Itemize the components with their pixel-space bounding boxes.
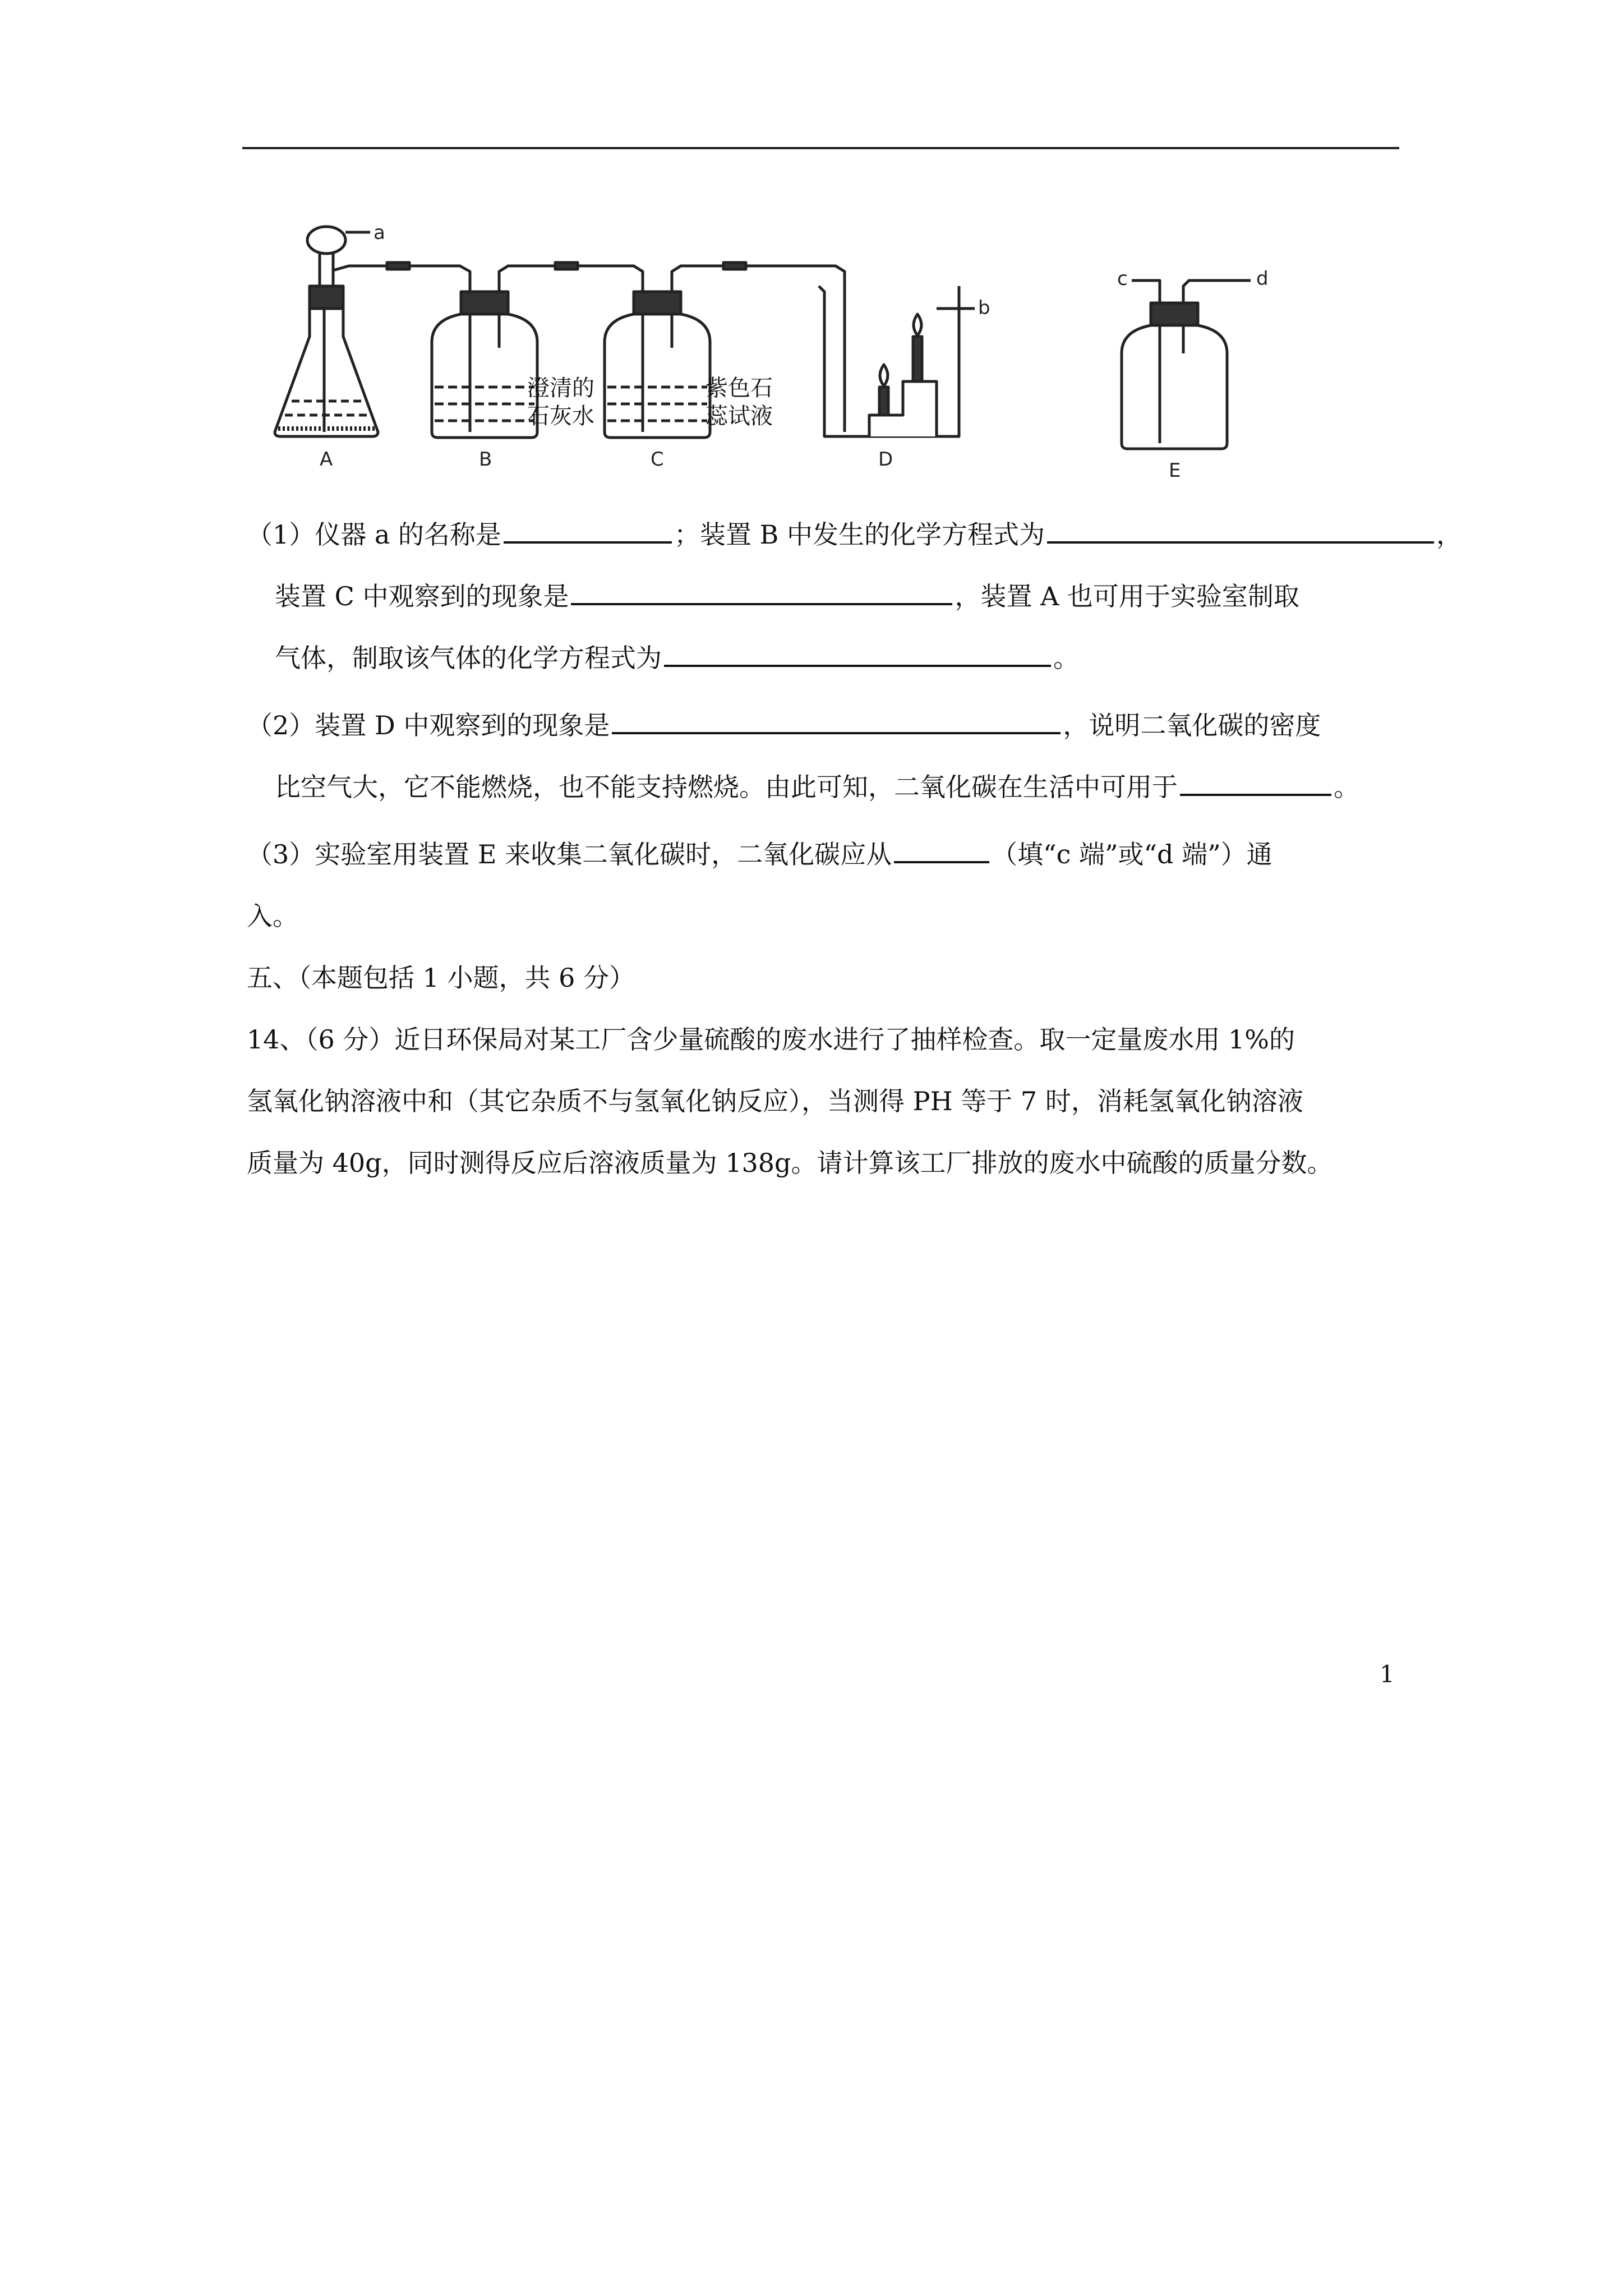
q2-line1-text2: ，说明二氧化碳的密度: [1063, 710, 1321, 740]
label-B: B: [479, 448, 492, 471]
q3-line1-text2: （填“c 端”或“d 端”）通: [992, 839, 1272, 869]
q3-line1-text1: （3）实验室用装置 E 来收集二氧化碳时，二氧化碳应从: [247, 839, 892, 869]
q1-line-3: [275, 638, 1079, 678]
q1-line-2: [275, 577, 1299, 616]
q1-line3-text2: 。: [1053, 643, 1079, 673]
q1-line1-text1: （1）仪器 a 的名称是: [247, 519, 501, 550]
q3-line-2: 入。: [247, 901, 298, 931]
q1-blank-equation-gas[interactable]: [664, 642, 1051, 667]
section-5-title: 五、（本题包括 1 小题，共 6 分）: [247, 963, 635, 993]
q1-line1-text3: ，: [1436, 519, 1462, 550]
header-rule: [242, 147, 1399, 149]
q2-line2-text1: 比空气大，它不能燃烧，也不能支持燃烧。由此可知，二氧化碳在生活中可用于: [275, 772, 1178, 802]
q2-line1-text1: （2）装置 D 中观察到的现象是: [247, 710, 610, 740]
q14-line-2: 氢氧化钠溶液中和（其它杂质不与氢氧化钠反应），当测得 PH 等于 7 时，消耗氢氧化钠溶液: [247, 1086, 1303, 1116]
q2-line-1: [247, 706, 1321, 745]
q1-line2-text1: 装置 C 中观察到的现象是: [275, 581, 569, 611]
bottle-b-text-1: 澄清的: [527, 375, 594, 401]
apparatus-diagram: [264, 208, 1329, 482]
apparatus-figure: [264, 208, 1329, 482]
q2-blank-usage[interactable]: [1180, 771, 1331, 796]
apparatus-a-flask: [275, 227, 378, 436]
q1-blank-equation-b[interactable]: [1047, 519, 1434, 544]
q1-line2-text2: ，装置 A 也可用于实验室制取: [955, 581, 1299, 611]
bottle-c-text-1: 紫色石: [706, 375, 773, 401]
q1-blank-instrument-name[interactable]: [504, 519, 672, 544]
q14-line-1: 14、（6 分）近日环保局对某工厂含少量硫酸的废水进行了抽样检查。取一定量废水用 1%的: [247, 1024, 1295, 1055]
bottle-c-text-2: 蕊试液: [706, 403, 773, 429]
apparatus-e-bottle: [1122, 280, 1251, 449]
page-number: 1: [1380, 1660, 1395, 1688]
q2-line-2: [275, 767, 1359, 807]
q1-line1-text2: ；装置 B 中发生的化学方程式为: [674, 519, 1045, 550]
label-b: b: [978, 297, 990, 319]
q14-line-3: 质量为 40g，同时测得反应后溶液质量为 138g。请计算该工厂排放的废水中硫酸的质量分数。: [247, 1148, 1333, 1178]
bottle-b-text-2: 石灰水: [527, 403, 594, 429]
label-E: E: [1169, 459, 1181, 482]
q1-line-1: [247, 515, 1462, 554]
q1-blank-phenomenon-c[interactable]: [571, 581, 952, 605]
q2-line2-text2: 。: [1334, 772, 1359, 802]
label-c: c: [1117, 268, 1128, 290]
label-D: D: [878, 448, 893, 471]
q3-blank-inlet[interactable]: [894, 839, 989, 863]
q2-blank-phenomenon-d[interactable]: [612, 710, 1061, 734]
q1-line3-text1: 气体，制取该气体的化学方程式为: [275, 643, 662, 673]
apparatus-d-beaker: [819, 286, 975, 436]
label-d: d: [1256, 268, 1269, 290]
q3-line-1: [247, 835, 1272, 874]
label-A: A: [320, 448, 333, 471]
label-a: a: [374, 222, 385, 244]
apparatus-c-bottle: [605, 292, 710, 438]
apparatus-b-bottle: [432, 292, 537, 438]
label-C: C: [651, 448, 664, 471]
